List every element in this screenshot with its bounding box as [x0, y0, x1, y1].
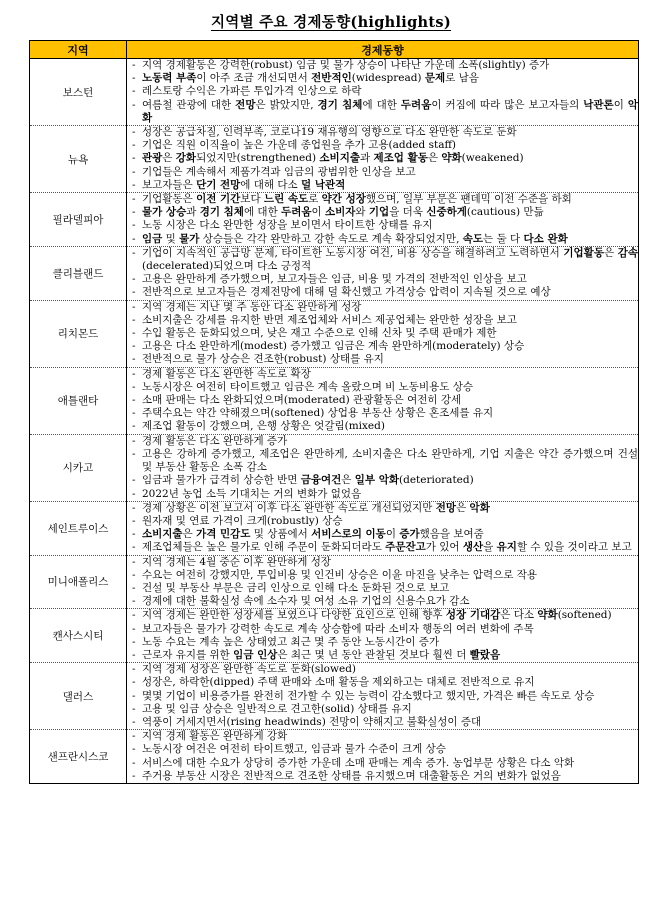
trend-item — [131, 609, 638, 622]
trend-text: 및 — [162, 232, 180, 245]
trend-text: 지역 경제는 완만한 성장세를 보였으나 다양한 요인으로 인해 향후 — [142, 609, 446, 622]
emphasis-text: 주문잔고 — [385, 541, 426, 554]
trend-text: 이 — [385, 528, 400, 541]
trend-list — [127, 730, 638, 783]
trend-text: 은 밝았지만, — [255, 98, 318, 111]
table-row — [30, 126, 639, 193]
trend-text: 전반적으로 물가 상승은 견조한(robust) 상태를 유지 — [142, 353, 384, 366]
trend-text: 노동 시장은 다소 완만한 성장을 보이면서 타이트한 상태를 유지 — [142, 219, 433, 232]
trend-text: 했음을 보여줌 — [419, 528, 484, 541]
trend-text: 보고자들은 — [142, 178, 197, 191]
emphasis-text: 두려움 — [281, 206, 312, 219]
trend-text: 보다 — [240, 193, 264, 206]
trend-text: 은 — [603, 246, 618, 259]
trend-text: 와 — [355, 206, 369, 219]
trend-text: 주택수요는 약간 약해졌으며(softened) 상업용 부동산 상황은 혼조세를 유지 — [142, 407, 494, 420]
trend-text: 고용은 다소 완만하게(modest) 증가했고 임금은 계속 완만하게(moderately) 상승 — [142, 340, 525, 353]
trend-text: 경제 활동은 다소 완만한 속도로 확장 — [142, 367, 311, 380]
trend-item — [131, 448, 638, 474]
trend-item — [131, 703, 638, 716]
trend-cell — [127, 555, 639, 609]
trend-item — [131, 515, 638, 528]
trend-text: 지역 경제활동은 강력한(robust) 임금 및 물가 상승이 나타난 가운데 소폭(slightly) 증가 — [142, 59, 550, 71]
emphasis-text: 전망 — [235, 98, 256, 111]
trend-text: 는 둘 다 — [483, 232, 524, 245]
trend-item — [131, 407, 638, 420]
trend-text: 은 최근 몇 년 동안 관찰된 것보다 훨씬 더 — [277, 648, 470, 661]
emphasis-text: 두려움 — [400, 98, 432, 111]
trend-cell — [127, 59, 639, 126]
header-region: 지역 — [30, 41, 127, 59]
table-row — [30, 501, 639, 555]
emphasis-text: 전망 — [435, 501, 457, 514]
table-row — [30, 609, 639, 663]
trend-cell — [127, 193, 639, 247]
trend-item — [131, 301, 638, 314]
trend-item — [131, 663, 638, 676]
trend-item — [131, 233, 638, 246]
trend-text: 가 있어 — [425, 541, 463, 554]
trend-item — [131, 152, 638, 165]
trend-text: 제조업 활동이 강했으며, 은행 상황은 엇갈림(mixed) — [142, 420, 385, 433]
trend-item — [131, 126, 638, 139]
trend-item — [131, 556, 638, 569]
emphasis-text: 이전 기간 — [196, 193, 241, 206]
document-title-text: 지역별 주요 경제동향(highlights) — [210, 14, 452, 31]
trend-text: (softened) — [557, 609, 612, 622]
trend-list — [127, 247, 638, 300]
trend-item — [131, 219, 638, 232]
emphasis-text: 경기 침체 — [317, 98, 363, 111]
emphasis-text: 전반적인 — [311, 72, 352, 85]
emphasis-text: 단기 전망 — [196, 178, 241, 191]
trend-cell — [127, 609, 639, 663]
emphasis-text: 기업활동 — [563, 246, 604, 259]
trend-text: 경제에 대한 불확실성 속에 소수자 및 여성 소유 기업의 신용수요가 감소 — [142, 595, 470, 608]
trend-cell — [127, 434, 639, 501]
trend-text: 건설 및 부동산 부문은 금리 인상으로 인해 다소 둔화된 것으로 보고 — [142, 581, 450, 594]
trend-text: 지역 경제는 4월 중순 이후 완만하게 성장 — [142, 555, 331, 568]
trend-item — [131, 528, 638, 541]
region-cell: 클리블랜드 — [30, 246, 127, 300]
emphasis-text: 낙관론 — [583, 98, 614, 111]
trend-item — [131, 368, 638, 381]
trend-item — [131, 166, 638, 179]
emphasis-text: 일부 악화 — [354, 474, 399, 487]
emphasis-text: 빨랐음 — [469, 648, 501, 661]
region-cell: 댈러스 — [30, 663, 127, 730]
region-cell: 캔사스시티 — [30, 609, 127, 663]
trend-text: 주거용 부동산 시장은 전반적으로 견조한 상태를 유지했으며 대출활동은 거의 변화가 없었음 — [142, 769, 561, 782]
trend-text: 경제 상황은 이전 보고서 이후 다소 완만한 속도로 개선되었지만 — [142, 501, 436, 514]
trend-item — [131, 286, 638, 299]
trend-item — [131, 488, 638, 501]
table-row — [30, 434, 639, 501]
trend-text: 성장은, 하락한(dipped) 주택 판매와 소매 활동을 제외하고는 대체로 전반적으로 유지 — [142, 676, 535, 689]
emphasis-text: 노동력 부족 — [142, 72, 197, 85]
trend-text: 기업활동은 — [142, 193, 197, 206]
trend-item — [131, 340, 638, 353]
emphasis-text: 약화 — [537, 609, 558, 622]
trend-text: 경제 활동은 다소 완만하게 증가 — [142, 434, 288, 447]
trend-item — [131, 139, 638, 152]
trend-text: 되었지만(strengthened) — [196, 152, 320, 165]
trend-text: 과 — [186, 206, 200, 219]
trend-text: 은 — [456, 501, 470, 514]
trend-item — [131, 247, 638, 273]
trend-text: 은 다소 — [500, 609, 538, 622]
emphasis-text: 임금 인상 — [233, 648, 278, 661]
emphasis-text: 다소 완화 — [523, 232, 568, 245]
trend-cell — [127, 663, 639, 730]
trend-text: 역풍이 거세지면서(rising headwinds) 전망이 약해지고 불확실성이 증대 — [142, 715, 482, 728]
table-body — [30, 59, 639, 784]
trend-text: 원자재 및 연료 가격이 크게(robustly) 상승 — [142, 514, 343, 527]
trend-text: 했으며, 일부 부문은 팬데믹 이전 수준을 하회 — [365, 193, 572, 206]
trend-text: 로 — [308, 193, 322, 206]
regional-economic-trends-table — [29, 40, 639, 784]
trend-text: 수요는 여전히 강했지만, 투입비용 및 인건비 상승은 이윤 마진을 낮추는 압력으로 작용 — [142, 568, 538, 581]
emphasis-text: 덜 낙관적 — [301, 178, 346, 191]
trend-list — [127, 368, 638, 434]
table-row — [30, 663, 639, 730]
trend-text: 레스토랑 수익은 가파른 투입가격 인상으로 하락 — [142, 85, 362, 98]
trend-text: 로 남음 — [445, 72, 479, 85]
region-cell: 시카고 — [30, 434, 127, 501]
trend-item — [131, 59, 638, 72]
emphasis-text: 가격 민감도 — [196, 528, 251, 541]
trend-item — [131, 179, 638, 192]
trend-list — [127, 59, 638, 125]
emphasis-text: 금융여건 — [300, 474, 342, 487]
trend-text: (widespread) — [351, 72, 425, 85]
trend-text: 노동시장 여건은 여전히 타이트했고, 임금과 물가 수준이 크게 상승 — [142, 743, 446, 756]
emphasis-text: 신중하게 — [426, 206, 467, 219]
trend-item — [131, 582, 638, 595]
emphasis-text: 감속 — [617, 246, 638, 259]
trend-text: 몇몇 기업이 비용증가를 완전히 전가할 수 있는 능력이 감소했다고 했지만, 가격은 빠른 속도로 상승 — [142, 689, 595, 702]
trend-item — [131, 99, 638, 125]
emphasis-text: 느린 속도 — [263, 193, 309, 206]
trend-text: 기업은 직원 이직율이 높은 가운데 종업원을 추가 고용(added staff) — [142, 139, 457, 152]
emphasis-text: 문제 — [424, 72, 446, 85]
trend-text: 은 — [162, 152, 176, 165]
region-cell: 필라델피아 — [30, 193, 127, 247]
trend-item — [131, 435, 638, 448]
document-title — [0, 11, 662, 32]
trend-text: 노동시장은 여전히 타이트했고 임금은 계속 올랐으며 비 노동비용도 상승 — [142, 380, 473, 393]
table-row — [30, 367, 639, 434]
trend-text: 에 대한 — [362, 98, 401, 111]
trend-item — [131, 649, 638, 662]
trend-item — [131, 381, 638, 394]
region-cell: 세인트루이스 — [30, 501, 127, 555]
emphasis-text: 악화 — [469, 501, 490, 514]
region-cell: 리치몬드 — [30, 300, 127, 367]
trend-item — [131, 636, 638, 649]
emphasis-text: 기업 — [368, 206, 390, 219]
emphasis-text: 증가 — [399, 528, 420, 541]
emphasis-text: 약간 성장 — [321, 193, 366, 206]
trend-text: 은 — [427, 152, 442, 165]
trend-text: 이 아주 조금 개선되면서 — [196, 72, 312, 85]
trend-text: 이 — [613, 98, 628, 111]
trend-item — [131, 85, 638, 98]
trend-item — [131, 676, 638, 689]
trend-cell — [127, 501, 639, 555]
trend-item — [131, 757, 638, 770]
trend-text: 고용은 완만하게 증가했으며, 보고자들은 임금, 비용 및 가격의 전반적인 인상을 보고 — [142, 273, 527, 286]
trend-text: 전반적으로 보고자들은 경제전망에 대해 덜 확신했고 가격상승 압력이 지속될 것으로 예상 — [142, 286, 551, 299]
trend-item — [131, 420, 638, 433]
trend-text: 근로자 유지를 위한 — [142, 648, 234, 661]
region-cell: 뉴욕 — [30, 126, 127, 193]
trend-list — [127, 435, 638, 501]
trend-text: 이 커짐에 따라 많은 보고자들의 — [431, 98, 584, 111]
trend-item — [131, 569, 638, 582]
table-row — [30, 246, 639, 300]
emphasis-text: 서비스로의 이동 — [311, 528, 386, 541]
trend-item — [131, 595, 638, 608]
trend-item — [131, 690, 638, 703]
emphasis-text: 성장 기대감 — [445, 609, 501, 622]
emphasis-text: 악화 — [142, 98, 638, 124]
trend-cell — [127, 730, 639, 784]
trend-text: 고용 및 임금 상승은 일반적으로 견고한(solid) 상태를 유지 — [142, 702, 412, 715]
trend-text: 지역 경제 성장은 완만한 속도로 둔화(slowed) — [142, 663, 357, 676]
trend-text: 기업이 지속적인 공급망 문제, 타이트한 노동시장 여건, 비용 상승을 해결하려고 노력하면서 — [142, 246, 564, 259]
trend-text: 및 상품에서 — [250, 528, 312, 541]
trend-item — [131, 314, 638, 327]
trend-text: 에 대한 — [243, 206, 282, 219]
table-row — [30, 555, 639, 609]
emphasis-text: 제조업 활동 — [373, 152, 428, 165]
trend-list — [127, 556, 638, 609]
emphasis-text: 물가 상승 — [142, 206, 187, 219]
trend-text: 할 수 있을 것이라고 보고 — [516, 541, 632, 554]
trend-text: 은 — [182, 528, 197, 541]
header-trend: 경제동향 — [127, 41, 639, 59]
trend-item — [131, 541, 638, 554]
emphasis-text: 생산 — [462, 541, 484, 554]
emphasis-text: 소비지출 — [142, 528, 183, 541]
table-header-row — [30, 41, 639, 59]
trend-text: 임금과 물가가 급격히 상승한 반면 — [142, 474, 301, 487]
trend-text: 지역 경제 활동은 완만하게 강화 — [142, 730, 288, 743]
trend-item — [131, 72, 638, 85]
trend-text: 여름철 관광에 대한 — [142, 98, 236, 111]
trend-text: 기업들은 계속해서 제품가격과 임금의 광범위한 인상을 보고 — [142, 165, 416, 178]
trend-list — [127, 301, 638, 367]
trend-item — [131, 502, 638, 515]
trend-text: (deteriorated) — [399, 474, 474, 487]
trend-cell — [127, 126, 639, 193]
trend-text: 과 — [359, 152, 374, 165]
emphasis-text: 유지 — [496, 541, 517, 554]
emphasis-text: 약화 — [441, 152, 462, 165]
trend-text: 2022년 농업 소득 기대치는 거의 변화가 없었음 — [142, 487, 362, 500]
trend-text: 이 — [311, 206, 325, 219]
trend-item — [131, 623, 638, 636]
trend-cell — [127, 300, 639, 367]
region-cell: 미니애폴리스 — [30, 555, 127, 609]
trend-list — [127, 193, 638, 246]
trend-list — [127, 502, 638, 555]
trend-text: 수입 활동은 둔화되었으며, 낮은 재고 수준으로 인해 신차 및 주택 판매가 제한 — [142, 327, 497, 340]
trend-text: 고용은 강하게 증가했고, 제조업은 완만하게, 소비지출은 다소 완만하게, 기업 지출은 약간 증가했으며 건설 및 부동산 활동은 소폭 감소 — [142, 447, 638, 474]
emphasis-text: 속도 — [462, 232, 484, 245]
trend-text: 서비스에 대한 수요가 상당히 증가한 가운데 소매 판매는 계속 증가. 농업부문 상황은 다소 악화 — [142, 756, 575, 769]
trend-item — [131, 730, 638, 743]
trend-text: 소매 판매는 다소 완화되었으며(moderated) 관광활동은 여전히 강세 — [142, 394, 462, 407]
emphasis-text: 강화 — [175, 152, 197, 165]
emphasis-text: 소비자 — [324, 206, 356, 219]
trend-item — [131, 770, 638, 783]
table-row — [30, 193, 639, 247]
trend-text: 지역 경제는 지난 몇 주 동안 다소 완만하게 성장 — [142, 300, 362, 313]
trend-item — [131, 193, 638, 206]
trend-text: 성장은 공급차질, 인력부족, 코로나19 재유행의 영향으로 다소 완만한 속도로 둔화 — [142, 126, 517, 139]
trend-list — [127, 126, 638, 192]
trend-item — [131, 394, 638, 407]
emphasis-text: 물가 — [179, 232, 200, 245]
trend-text: 에 대해 다소 — [240, 178, 302, 191]
table-row — [30, 59, 639, 126]
emphasis-text: 관광 — [142, 152, 163, 165]
trend-item — [131, 474, 638, 487]
trend-item — [131, 206, 638, 219]
trend-text: 제조업체들은 높은 물가로 인해 주문이 둔화되더라도 — [142, 541, 386, 554]
trend-list — [127, 663, 638, 729]
trend-list — [127, 609, 638, 662]
trend-item — [131, 716, 638, 729]
trend-item — [131, 743, 638, 756]
trend-text: 노동 수요는 계속 높은 상태였고 최근 몇 주 동안 노동시간이 증가 — [142, 635, 440, 648]
region-cell: 보스턴 — [30, 59, 127, 126]
trend-text: 보고자들은 물가가 강력한 속도로 계속 상승함에 따라 소비자 행동의 여러 변화에 주목 — [142, 622, 534, 635]
trend-text: 을 — [483, 541, 497, 554]
emphasis-text: 소비지출 — [319, 152, 360, 165]
trend-item — [131, 327, 638, 340]
table-row — [30, 730, 639, 784]
emphasis-text: 경기 침체 — [199, 206, 244, 219]
trend-text: 상승들은 각각 완만하고 강한 속도로 계속 확장되었지만, — [199, 232, 463, 245]
trend-text: (weakened) — [461, 152, 524, 165]
trend-text: (decelerated)되었으며 다소 긍정적 — [142, 260, 312, 273]
table-row — [30, 300, 639, 367]
trend-text: 소비지출은 강세를 유지한 반면 제조업체와 서비스 제공업체는 완만한 성장을 보고 — [142, 313, 517, 326]
trend-text: (cautious) 만듦 — [466, 206, 544, 219]
trend-text: 을 더욱 — [389, 206, 427, 219]
trend-cell — [127, 246, 639, 300]
region-cell: 샌프란시스코 — [30, 730, 127, 784]
region-cell: 애틀랜타 — [30, 367, 127, 434]
emphasis-text: 임금 — [142, 232, 163, 245]
trend-cell — [127, 367, 639, 434]
trend-text: 은 — [341, 474, 355, 487]
trend-item — [131, 353, 638, 366]
trend-item — [131, 273, 638, 286]
